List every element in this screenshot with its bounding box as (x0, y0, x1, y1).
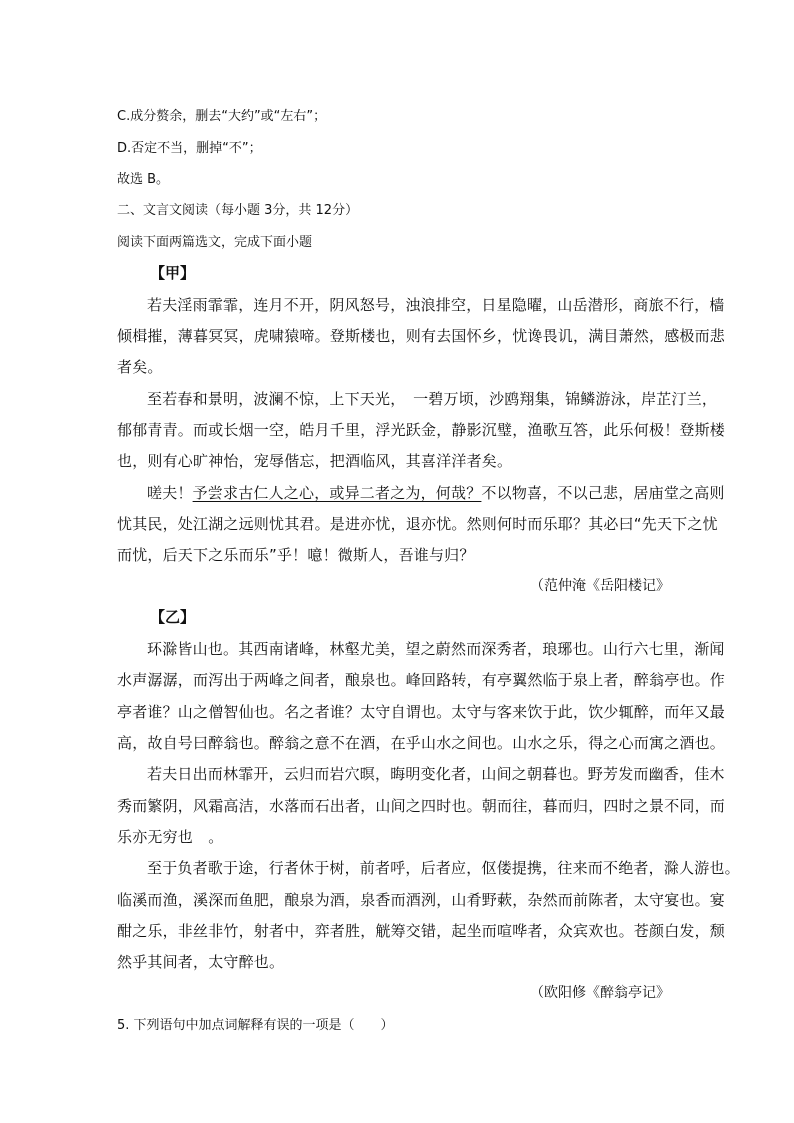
jia-p1-line: 若夫淫雨霏霏，连月不开，阴风怒号，浊浪排空，日星隐曜，山岳潜形，商旅不行，樯 (147, 296, 725, 314)
jia-p1-line: 者矣。 (117, 358, 163, 376)
jia-p1-line: 倾楫摧，薄暮冥冥，虎啸猿啼。登斯楼也，则有去国怀乡，忧谗畏讥，满目萧然，感极而悲 (117, 327, 726, 345)
yi-p3-line: 然乎其间者，太守醉也。 (117, 953, 285, 971)
jia-p2-line: 也，则有心旷神怡，宠辱偕忘，把酒临风，其喜洋洋者矣。 (117, 452, 513, 470)
yi-p2-line: 乐亦无穷也 。 (117, 828, 224, 846)
jia-p3-rest: 不以物喜，不以己悲，居庙堂之高则 (481, 484, 725, 502)
jia-p2-line: 至若春和景明，波澜不惊，上下天光， 一碧万顷，沙鸥翔集，锦鳞游泳，岸芷汀兰， (147, 390, 718, 408)
yi-p2-line: 秀而繁阴，风霜高洁，水落而石出者，山间之四时也。朝而往，暮而归，四时之景不同，而 (117, 797, 726, 815)
jia-p3-start: 嗟夫！ (147, 484, 193, 502)
jia-source: （范仲淹《岳阳楼记》 (530, 578, 670, 594)
jia-p3-line: 忧其民，处江湖之远则忧其君。是进亦忧，退亦忧。然则何时而乐耶？其必曰“先天下之忧 (117, 515, 718, 533)
yi-p1-line: 环滁皆山也。其西南诸峰，林壑尤美，望之蔚然而深秀者，琅琊也。山行六七里，渐闻 (147, 640, 725, 658)
jia-p3-underlined-sentence: 予尝求古仁人之心，或异二者之为，何哉？ (192, 484, 482, 502)
jia-p3-line: 而忧，后天下之乐而乐”乎！噫！微斯人，吾谁与归？ (117, 546, 475, 564)
yi-p1-line: 高，故自号曰醉翁也。醉翁之意不在酒，在乎山水之间也。山水之乐，得之心而寓之酒也。 (117, 734, 726, 752)
passage-jia-label: 【甲】 (150, 264, 196, 282)
section-instruction: 阅读下面两篇选文，完成下面小题 (117, 235, 313, 250)
jia-p2-line: 郁郁青青。而或长烟一空，皓月千里，浮光跃金，静影沉璧，渔歌互答，此乐何极！登斯楼 (117, 421, 726, 439)
answer-option-c: C.成分赘余，删去“大约”或“左右”； (117, 109, 327, 124)
answer-option-d: D.否定不当，删掉“不”； (117, 141, 262, 156)
question-5: 5. 下列语句中加点词解释有误的一项是（ ） (117, 1018, 394, 1033)
yi-p3-line: 至于负者歌于途，行者休于树，前者呼，后者应，伛偻提携，往来而不绝者，滁人游也。 (147, 859, 740, 877)
yi-p1-line: 水声潺潺，而泻出于两峰之间者，酿泉也。峰回路转，有亭翼然临于泉上者，醉翁亭也。作 (117, 671, 726, 689)
yi-p3-line: 酣之乐，非丝非竹，射者中，弈者胜，觥筹交错，起坐而喧哗者，众宾欢也。苍颜白发，颓 (117, 922, 726, 940)
section-title: 二、文言文阅读（每小题 3分，共 12分） (117, 203, 359, 218)
yi-p1-line: 亭者谁？山之僧智仙也。名之者谁？太守自谓也。太守与客来饮于此，饮少辄醉，而年又最 (117, 703, 726, 721)
passage-yi-label: 【乙】 (150, 608, 196, 626)
jia-p3-first-line (147, 482, 725, 503)
answer-conclusion: 故选 B。 (117, 172, 170, 187)
yi-p2-line: 若夫日出而林霏开，云归而岩穴暝，晦明变化者，山间之朝暮也。野芳发而幽香，佳木 (147, 765, 725, 783)
yi-p3-line: 临溪而渔，溪深而鱼肥，酿泉为酒，泉香而酒洌，山肴野蔌，杂然而前陈者，太守宴也。宴 (117, 891, 726, 909)
yi-source: （欧阳修《醉翁亭记》 (530, 985, 670, 1001)
